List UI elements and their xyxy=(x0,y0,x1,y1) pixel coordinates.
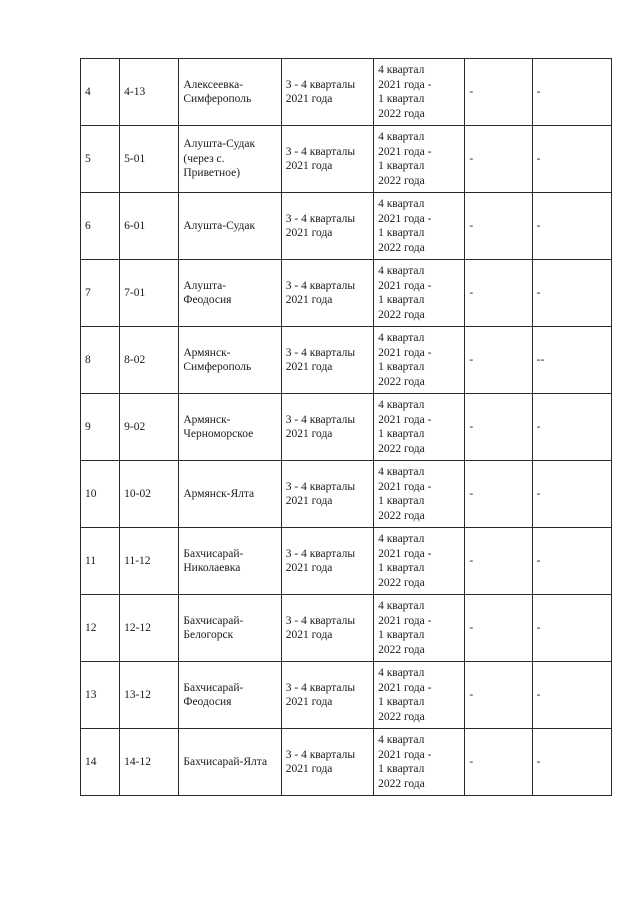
row-number-cell: 6 xyxy=(81,193,120,260)
period-cell: 3 - 4 кварталы 2021 года xyxy=(281,662,373,729)
route-code-cell: 13-12 xyxy=(120,662,179,729)
dash-cell: - xyxy=(465,126,532,193)
term-cell: 4 квартал 2021 года - 1 квартал 2022 года xyxy=(374,729,465,796)
period-cell: 3 - 4 кварталы 2021 года xyxy=(281,394,373,461)
route-name-cell: Алушта-Судак (через с. Приветное) xyxy=(179,126,281,193)
dash-cell: - xyxy=(532,662,611,729)
dash-cell: - xyxy=(465,461,532,528)
table-row xyxy=(81,729,612,796)
row-number-cell: 8 xyxy=(81,327,120,394)
dash-cell: - xyxy=(465,662,532,729)
dash-cell: - xyxy=(465,59,532,126)
row-number-cell: 7 xyxy=(81,260,120,327)
table-row xyxy=(81,126,612,193)
route-name-cell: Алексеевка- Симферополь xyxy=(179,59,281,126)
route-name-cell: Армянск- Симферополь xyxy=(179,327,281,394)
table-row xyxy=(81,260,612,327)
row-number-cell: 5 xyxy=(81,126,120,193)
route-name-cell: Бахчисарай- Белогорск xyxy=(179,595,281,662)
route-code-cell: 12-12 xyxy=(120,595,179,662)
route-name-cell: Бахчисарай- Николаевка xyxy=(179,528,281,595)
dash-cell: - xyxy=(532,461,611,528)
route-schedule-table xyxy=(80,58,612,796)
table-row xyxy=(81,327,612,394)
route-name-cell: Бахчисарай-Ялта xyxy=(179,729,281,796)
route-name-cell: Алушта- Феодосия xyxy=(179,260,281,327)
dash-cell: - xyxy=(532,260,611,327)
dash-cell: - xyxy=(532,595,611,662)
route-code-cell: 6-01 xyxy=(120,193,179,260)
table-row xyxy=(81,528,612,595)
row-number-cell: 9 xyxy=(81,394,120,461)
route-code-cell: 10-02 xyxy=(120,461,179,528)
route-name-cell: Армянск- Черноморское xyxy=(179,394,281,461)
period-cell: 3 - 4 кварталы 2021 года xyxy=(281,327,373,394)
dash-cell: - xyxy=(465,595,532,662)
table-row xyxy=(81,59,612,126)
route-code-cell: 11-12 xyxy=(120,528,179,595)
period-cell: 3 - 4 кварталы 2021 года xyxy=(281,461,373,528)
route-name-cell: Алушта-Судак xyxy=(179,193,281,260)
period-cell: 3 - 4 кварталы 2021 года xyxy=(281,595,373,662)
route-code-cell: 5-01 xyxy=(120,126,179,193)
route-name-cell: Бахчисарай- Феодосия xyxy=(179,662,281,729)
table-body xyxy=(81,59,612,796)
table-row xyxy=(81,662,612,729)
dash-cell: - xyxy=(465,260,532,327)
period-cell: 3 - 4 кварталы 2021 года xyxy=(281,59,373,126)
term-cell: 4 квартал 2021 года - 1 квартал 2022 года xyxy=(374,528,465,595)
dash-cell: - xyxy=(465,193,532,260)
route-code-cell: 8-02 xyxy=(120,327,179,394)
period-cell: 3 - 4 кварталы 2021 года xyxy=(281,729,373,796)
term-cell: 4 квартал 2021 года - 1 квартал 2022 года xyxy=(374,126,465,193)
term-cell: 4 квартал 2021 года - 1 квартал 2022 года xyxy=(374,662,465,729)
dash-cell: - xyxy=(532,729,611,796)
route-name-cell: Армянск-Ялта xyxy=(179,461,281,528)
dash-cell: - xyxy=(532,394,611,461)
route-code-cell: 9-02 xyxy=(120,394,179,461)
period-cell: 3 - 4 кварталы 2021 года xyxy=(281,193,373,260)
period-cell: 3 - 4 кварталы 2021 года xyxy=(281,528,373,595)
table-row xyxy=(81,394,612,461)
term-cell: 4 квартал 2021 года - 1 квартал 2022 года xyxy=(374,327,465,394)
row-number-cell: 13 xyxy=(81,662,120,729)
dash-cell: - xyxy=(465,327,532,394)
row-number-cell: 11 xyxy=(81,528,120,595)
dash-cell: - xyxy=(465,528,532,595)
term-cell: 4 квартал 2021 года - 1 квартал 2022 года xyxy=(374,394,465,461)
dash-cell: - xyxy=(532,193,611,260)
dash-cell: - xyxy=(532,528,611,595)
term-cell: 4 квартал 2021 года - 1 квартал 2022 года xyxy=(374,595,465,662)
dash-cell: - xyxy=(532,59,611,126)
route-code-cell: 14-12 xyxy=(120,729,179,796)
dash-cell: - xyxy=(465,729,532,796)
term-cell: 4 квартал 2021 года - 1 квартал 2022 года xyxy=(374,59,465,126)
row-number-cell: 12 xyxy=(81,595,120,662)
row-number-cell: 10 xyxy=(81,461,120,528)
dash-cell: - xyxy=(465,394,532,461)
period-cell: 3 - 4 кварталы 2021 года xyxy=(281,260,373,327)
table-row xyxy=(81,193,612,260)
period-cell: 3 - 4 кварталы 2021 года xyxy=(281,126,373,193)
row-number-cell: 4 xyxy=(81,59,120,126)
term-cell: 4 квартал 2021 года - 1 квартал 2022 года xyxy=(374,260,465,327)
table-row xyxy=(81,461,612,528)
dash-cell: -- xyxy=(532,327,611,394)
term-cell: 4 квартал 2021 года - 1 квартал 2022 года xyxy=(374,193,465,260)
table-row xyxy=(81,595,612,662)
row-number-cell: 14 xyxy=(81,729,120,796)
route-code-cell: 4-13 xyxy=(120,59,179,126)
dash-cell: - xyxy=(532,126,611,193)
term-cell: 4 квартал 2021 года - 1 квартал 2022 года xyxy=(374,461,465,528)
route-code-cell: 7-01 xyxy=(120,260,179,327)
